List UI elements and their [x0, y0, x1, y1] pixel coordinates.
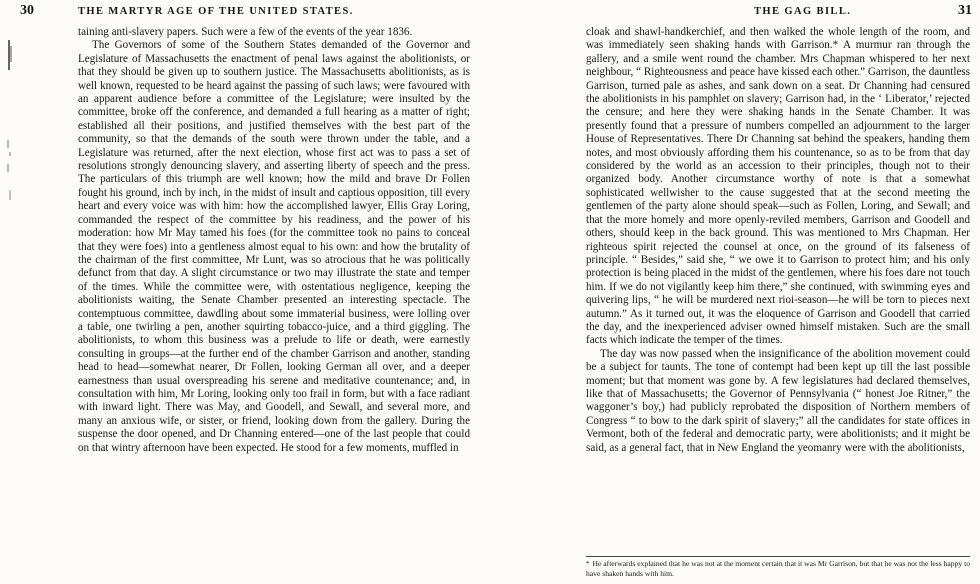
footnote-rule	[586, 556, 970, 557]
paragraph-right-1: cloak and shawl-handkerchief, and then walked the whole length of the room, and was immediately seen shaking hands with Garrison.* A murmur ran through the gallery, and a smile went round the chamber. Mrs Chapman whispered to her next neighbour, “ Righteousness and peace have kissed each other.” Garrison, the dauntless Garrison, turned pale as ashes, and sank down on a seat. Dr Channing had censured the abolitionists in his pamphlet on slavery; Garrison had, in the ‘ Liberator,’ rejected the censure; and here they were shaking hands in the Senate Chamber. It was presently found that a pressure of numbers compelled an adjournment to the larger House of Representatives. There Dr Channing sat behind the speakers, handing them notes, and most obviously affording them his countenance, so as to be from that day considered by the world as an accession to their principles, though not to their organized body. Another circumstance worthy of note is that a somewhat sophisticated wellwisher to the cause suggested that at the second meeting the gentlemen of the party alone should speak—such as Follen, Loring, and Sewall; and that the more homely and more openly-reviled members, Garrison and Goodell and others, should keep in the back ground. This was mentioned to Mrs Chapman. Her righteous spirit rejected the counsel at once, on the ground of its falseness of principle. “ Besides,” said she, “ we owe it to Garrison to protect him; and his only protection is being placed in the midst of the gentlemen, where his foes dare not touch him. If we do not vigilantly keep him there,” she continued, with swimming eyes and quivering lips, “ he will be murdered next rioi-season—he will be torn to pieces next autumn.” As it turned out, it was the eloquence of Garrison and Goodell that carried the day, and the inexperienced adviser owned himself mistaken. Such are the small facts which indicate the temper of the times.	[586, 26, 970, 347]
footnote	[586, 559, 970, 578]
footnote-text: He afterwards explained that he was not at the moment certain that it was Mr Garrison, but that he was not the less happy to have shaken hands with him.	[586, 559, 970, 578]
right-page	[494, 0, 980, 584]
paragraph-left-1: taining anti-slavery papers. Such were a few of the events of the year 1836.	[78, 26, 413, 38]
page-number-left: 30	[20, 3, 34, 18]
paragraph-left-2: The Governors of some of the Southern States demanded of the Governor and Legislature of Massachusetts the enactment of penal laws against the abolitionists, or that they should be given up to southern justice. The Massachusetts abolitionists, as is well known, requested to be heard against the passing of such laws; were favoured with an apparent audience before a committee of the Legislature; were insulted by the committee, broke off the conference, and demanded a full hearing as a matter of right; established all their positions, and justified themselves with the best part of the community, so that the demands of the south were thrown under the table, and a Legislature was returned, after the next election, whose first act was to pass a set of resolutions strongly denouncing slavery, and asserting liberty of speech and the press. The particulars of this triumph are well known; how the mild and brave Dr Follen fought his ground, inch by inch, in the midst of insult and captious opposition, till every heart and every voice was with him: how the accomplished lawyer, Ellis Gray Loring, commanded the respect of the committee by his readiness, and the power of his moderation: how Mr May tamed his foes (for the committee took no pains to conceal that they were foes) into a gentleness almost equal to his own: and how the brutality of the chairman of the first committee, Mr Lunt, was so atrocious that he was politically defunct from that day. A slight circumstance or two may illustrate the state and temper of the times. While the committee were, with ostentatious negligence, keeping the abolitionists waiting, the Senate Chamber presented an interesting spectacle. The contemptuous committee, dawdling about some immaterial business, were lolling over a table, one twirling a pen, another squirting tobacco-juice, and a third giggling. The abolitionists, to whom this business was a prelude to life or death, were earnestly consulting in groups—at the further end of the chamber Garrison and another, standing head to head—somewhat nearer, Dr Follen, looking German all over, and a deeper earnestness than usual overspreading his serene and meditative countenance; and, in consultation with him, Mr Loring, looking only too frail in form, but with a face radiant with inward light. There was May, and Goodell, and Sewall, and several more, and many an anxious wife, or sister, or friend, looking down from the gallery. During the suspense the door opened, and Dr Channing entered—one of the last people that could on that wintry afternoon have been expected. He stood for a few moments, muffled in	[78, 39, 470, 454]
footnote-mark: *	[586, 560, 590, 568]
page-number-right: 31	[958, 3, 972, 18]
left-text-block	[78, 26, 470, 455]
right-text-block	[586, 26, 970, 455]
gutter-shadow-marks	[2, 40, 16, 460]
running-title-right: THE GAG BILL.	[754, 6, 852, 17]
running-head-left	[20, 5, 472, 23]
running-title-left: THE MARTYR AGE OF THE UNITED STATES.	[78, 6, 354, 17]
paragraph-right-2: The day was now passed when the insignificance of the abolition movement could be a subject for taunts. The tone of contempt had been kept up till the last possible moment; but that moment was gone by. A few legislatures had declared themselves, like that of Massachusetts; the Governor of Pennsylvania (“ honest Joe Ritner,” the waggoner’s boy,) had publicly reprobated the disposition of Northern members of Congress “ to bow to the dark spirit of slavery;” all the candidates for state offices in Vermont, both of the federal and democratic party, were abolitionists; and it might be said, as a general fact, that in New England the yeomanry were with the abolitionists,	[586, 347, 970, 454]
running-head-right	[586, 3, 972, 23]
